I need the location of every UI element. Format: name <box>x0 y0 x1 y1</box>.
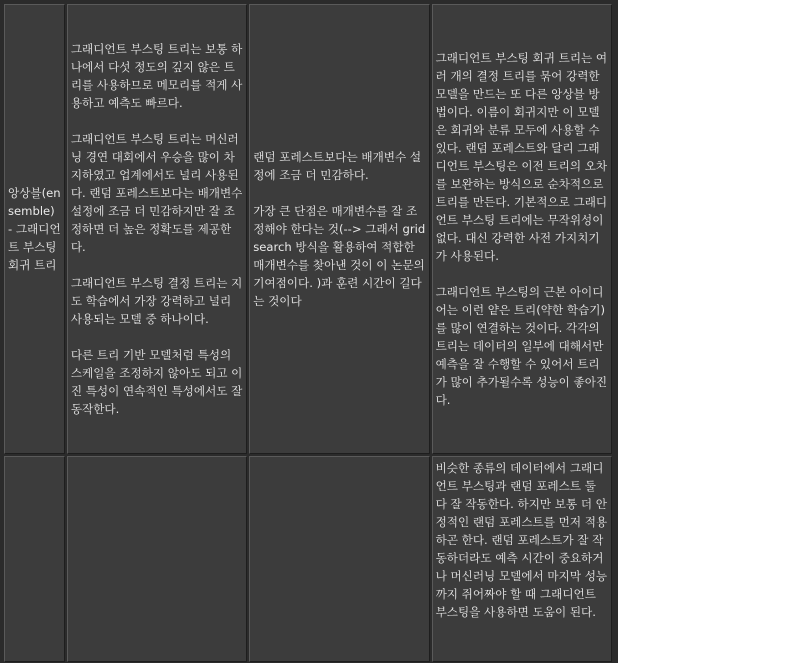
description-cell <box>432 4 612 454</box>
paragraph: 랜덤 포레스트보다는 배개변수 설정에 조금 더 민감하다. <box>253 150 422 182</box>
paragraph: 다른 트리 기반 모델처럼 특성의 스케일을 조정하지 않아도 되고 이진 특성이 연속적인 특성에서도 잘 동작한다. <box>70 348 243 416</box>
paragraph: 그래디언트 부스팅 회귀 트리는 여러 개의 결정 트리를 묶어 강력한 모델을 만드는 또 다른 앙상블 방법이다. 이름이 회귀지만 이 모델은 회귀와 분류 모두에 사용할 수 있다. 랜덤 포레스트와 달리 그래디언트 부스팅은 이전 트리의 오차를 보완하는 방식으로 순차적으로 트리를 만든다. 기본적으로 그래디언트 부스팅 트리에는 무작위성이 없다. 대신 강력한 사전 가지치기가 사용된다. <box>435 51 608 263</box>
table-row <box>4 4 612 454</box>
paragraph: 그래디언트 부스팅 트리는 머신러닝 경연 대회에서 우승을 많이 차지하였고 업계에서도 널리 사용된다. 랜덤 포레스트보다는 배개변수 설정에 조금 더 민감하지만 잘 조정하면 더 높은 정확도를 제공한다. <box>70 132 243 254</box>
empty-cell <box>249 456 429 662</box>
paragraph: 그래디언트 부스팅 트리는 보통 하나에서 다섯 정도의 깊지 않은 트리를 사용하므로 메모리를 적게 사용하고 예측도 빠르다. <box>70 42 243 110</box>
description-cell <box>432 456 612 662</box>
summary-cell <box>67 4 247 454</box>
notes-table <box>2 2 614 663</box>
table-row <box>4 456 612 662</box>
paragraph: 그래디언트 부스팅 결정 트리는 지도 학습에서 가장 강력하고 널리 사용되는 모델 중 하나이다. <box>70 276 243 326</box>
paragraph: 그래디언트 부스팅의 근본 아이디어는 이런 얕은 트리(약한 학습기)를 많이 연결하는 것이다. 각각의 트리는 데이터의 일부에 대해서만 예측을 잘 수행할 수 있어서 트리가 많이 추가될수록 성능이 좋아진다. <box>435 285 608 407</box>
drawbacks-cell <box>249 4 429 454</box>
empty-cell <box>4 456 65 662</box>
row-label: 앙상블(ensemble) - 그래디언트 부스팅 회귀 트리 <box>8 186 61 272</box>
paragraph: 비슷한 종류의 데이터에서 그래디언트 부스팅과 랜덤 포레스트 둘 다 잘 작동한다. 하지만 보통 더 안정적인 랜덤 포레스트를 먼저 적용하곤 한다. 랜덤 포레스트가 잘 작동하더라도 예측 시간이 중요하거나 머신러닝 모델에서 마지막 성능까지 쥐어짜야 할 때 그래디언트 부스팅을 사용하면 도움이 된다. <box>435 461 608 619</box>
empty-cell <box>67 456 247 662</box>
paragraph: 가장 큰 단점은 매개변수를 잘 조정해야 한다는 것(--> 그래서 grid search 방식을 활용하여 적합한 매개변수를 찾아낸 것이 이 논문의 기여점이다. )과 훈련 시간이 길다는 것이다 <box>253 204 426 308</box>
row-label-cell <box>4 4 65 454</box>
